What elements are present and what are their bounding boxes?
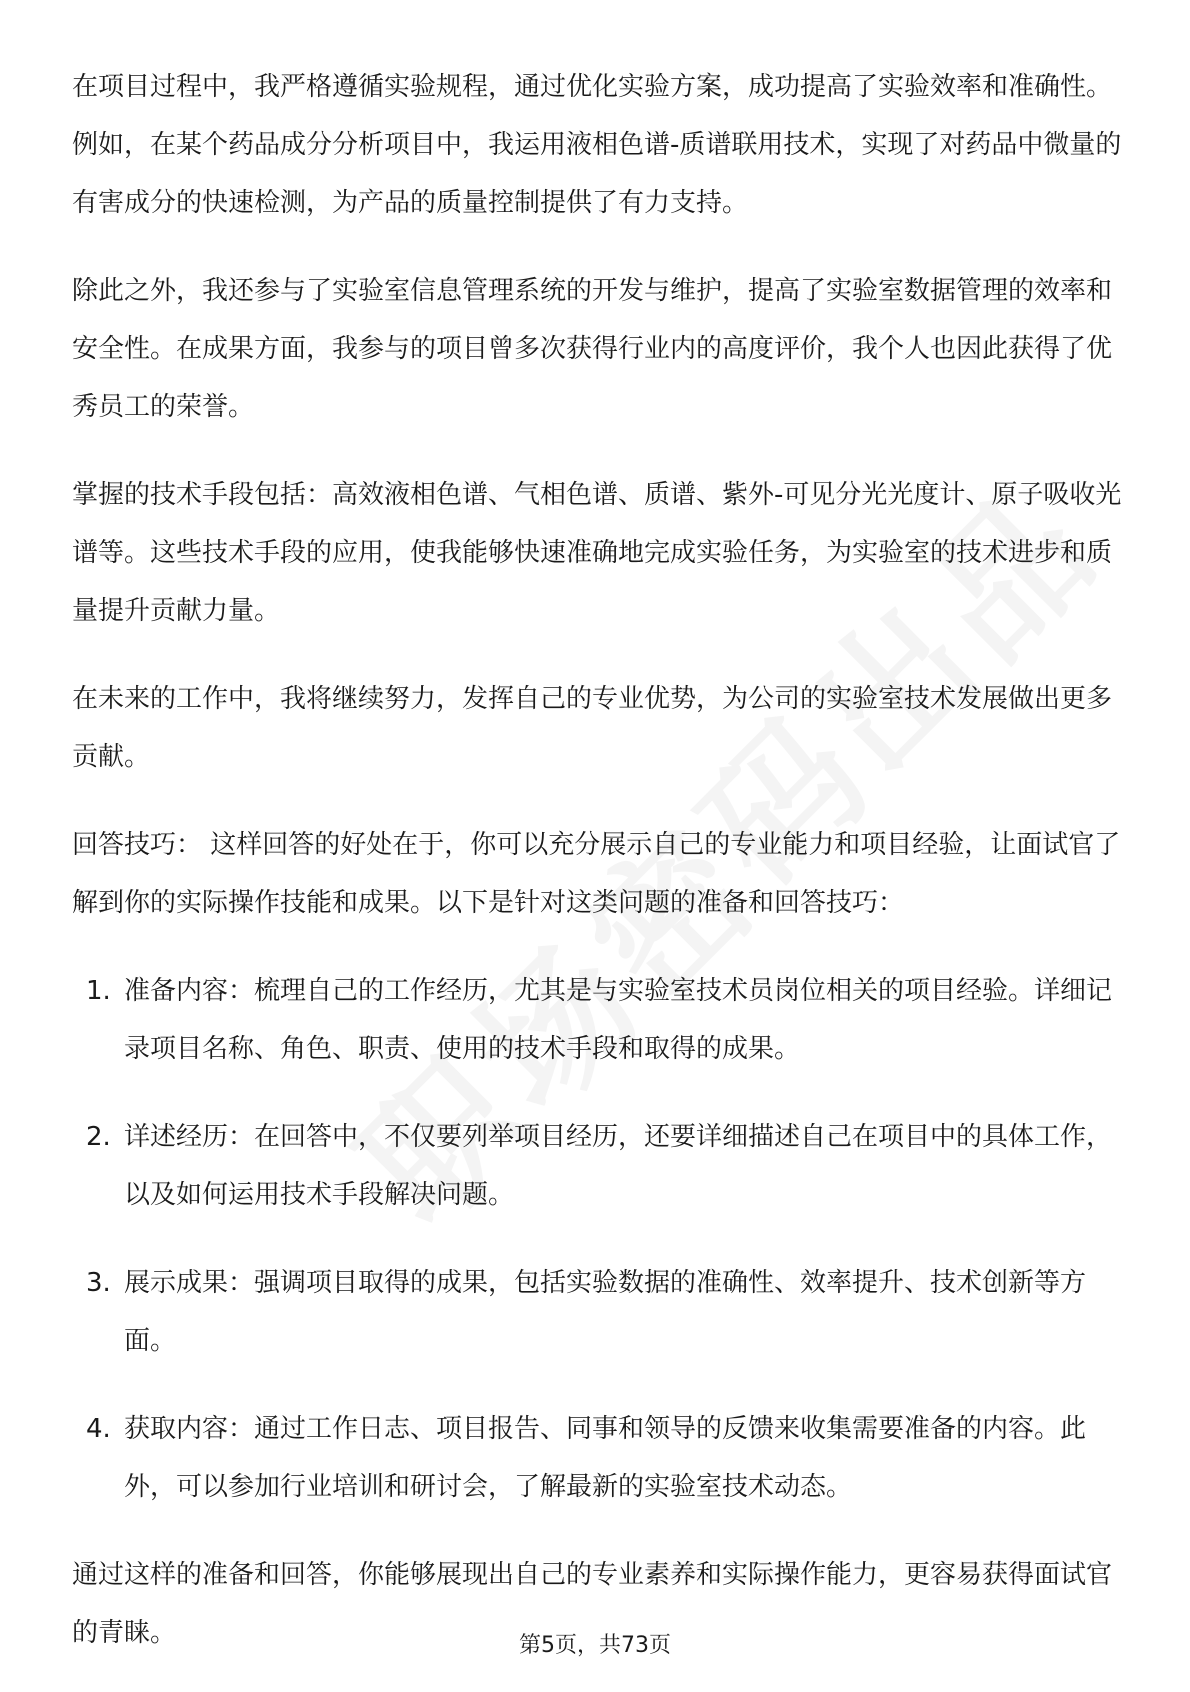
list-text: 准备内容：梳理自己的工作经历，尤其是与实验室技术员岗位相关的项目经验。详细记录项目名称、角色、职责、使用的技术手段和取得的成果。 (124, 976, 1113, 1064)
list-number: 4. (86, 1414, 111, 1444)
paragraph-answer-tips: 回答技巧： 这样回答的好处在于，你可以充分展示自己的专业能力和项目经验，让面试官了解到你的实际操作技能和成果。以下是针对这类问题的准备和回答技巧： (72, 830, 1121, 918)
list-item (72, 1108, 1122, 1224)
list-number: 3. (86, 1268, 111, 1298)
list-item (72, 962, 1122, 1078)
paragraph-techniques: 掌握的技术手段包括：高效液相色谱、气相色谱、质谱、紫外-可见分光光度计、原子吸收光谱等。这些技术手段的应用，使我能够快速准确地完成实验任务，为实验室的技术进步和质量提升贡献力量。 (72, 480, 1122, 626)
paragraph-additional: 除此之外，我还参与了实验室信息管理系统的开发与维护，提高了实验室数据管理的效率和安全性。在成果方面，我参与的项目曾多次获得行业内的高度评价，我个人也因此获得了优秀员工的荣誉。 (72, 276, 1113, 422)
paragraph-future: 在未来的工作中，我将继续努力，发挥自己的专业优势，为公司的实验室技术发展做出更多贡献。 (72, 684, 1113, 772)
list-text: 获取内容：通过工作日志、项目报告、同事和领导的反馈来收集需要准备的内容。此外，可以参加行业培训和研讨会，了解最新的实验室技术动态。 (124, 1414, 1087, 1502)
list-text: 详述经历：在回答中，不仅要列举项目经历，还要详细描述自己在项目中的具体工作，以及如何运用技术手段解决问题。 (124, 1122, 1113, 1210)
page-footer: 第5页，共73页 (519, 1633, 671, 1658)
list-text: 展示成果：强调项目取得的成果，包括实验数据的准确性、效率提升、技术创新等方面。 (124, 1268, 1087, 1356)
list-number: 2. (86, 1122, 111, 1152)
paragraph-project-process: 在项目过程中，我严格遵循实验规程，通过优化实验方案，成功提高了实验效率和准确性。例如，在某个药品成分分析项目中，我运用液相色谱-质谱联用技术，实现了对药品中微量的有害成分的快速检测，为产品的质量控制提供了有力支持。 (72, 72, 1122, 218)
page-content (72, 58, 1122, 1692)
list-item (72, 1254, 1122, 1370)
tips-list (72, 962, 1122, 1516)
paragraph-closing: 通过这样的准备和回答，你能够展现出自己的专业素养和实际操作能力，更容易获得面试官的青睐。 (72, 1560, 1113, 1648)
list-number: 1. (86, 976, 111, 1006)
list-item (72, 1400, 1122, 1516)
